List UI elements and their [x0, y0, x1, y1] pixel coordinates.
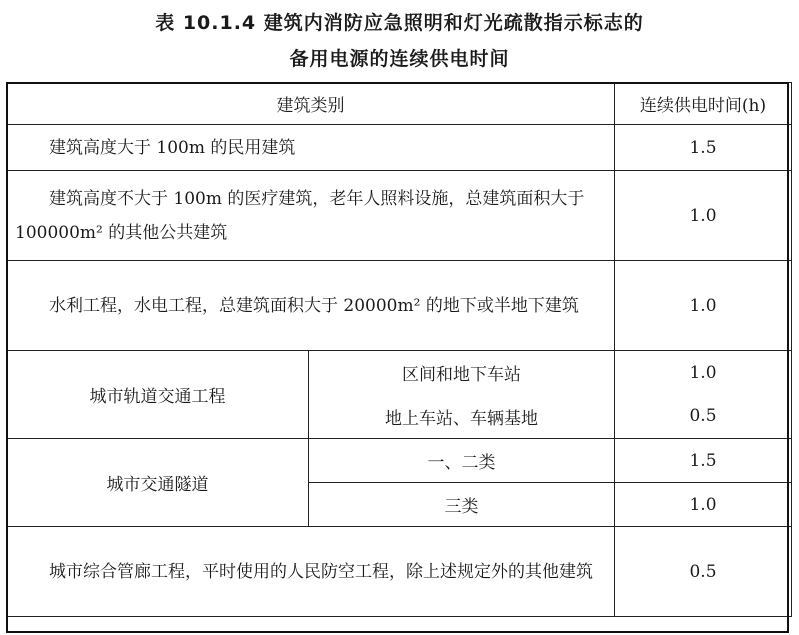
table-row: [7, 439, 792, 483]
duration-table: [6, 82, 792, 617]
row-category: 水利工程，水电工程，总建筑面积大于 20000m² 的地下或半地下建筑: [7, 261, 615, 351]
row-category: 建筑高度大于 100m 的民用建筑: [7, 125, 615, 171]
row-duration: 1.0: [615, 261, 792, 351]
tunnel-category: 城市交通隧道: [7, 439, 309, 527]
tunnel-sub-label: 一、二类: [309, 439, 615, 483]
table-row: [7, 171, 792, 261]
tunnel-sub-label: 三类: [309, 483, 615, 527]
header-category: 建筑类别: [7, 83, 615, 125]
row-duration: 0.5: [615, 527, 792, 617]
rail-sub-duration: 1.0: [615, 351, 792, 395]
tunnel-sub-duration: 1.0: [615, 483, 792, 527]
rail-sub-label: 区间和地下车站: [309, 351, 615, 395]
table-title-line1: 表 10.1.4 建筑内消防应急照明和灯光疏散指示标志的: [155, 12, 644, 34]
table-title-line2: 备用电源的连续供电时间: [289, 48, 510, 70]
row-category: 建筑高度不大于 100m 的医疗建筑，老年人照料设施，总建筑面积大于 100000m² 的其他公共建筑: [7, 171, 615, 261]
tunnel-sub-duration: 1.5: [615, 439, 792, 483]
row-duration: 1.5: [615, 125, 792, 171]
row-category: 城市综合管廊工程，平时使用的人民防空工程，除上述规定外的其他建筑: [7, 527, 615, 617]
rail-sub-duration: 0.5: [615, 395, 792, 439]
table-row: [7, 351, 792, 395]
row-duration: 1.0: [615, 171, 792, 261]
table-row: [7, 125, 792, 171]
rail-sub-label: 地上车站、车辆基地: [309, 395, 615, 439]
table-row: [7, 527, 792, 617]
table-row: [7, 261, 792, 351]
table-header-row: [7, 83, 792, 125]
rail-category: 城市轨道交通工程: [7, 351, 309, 439]
header-duration: 连续供电时间(h): [615, 83, 792, 125]
